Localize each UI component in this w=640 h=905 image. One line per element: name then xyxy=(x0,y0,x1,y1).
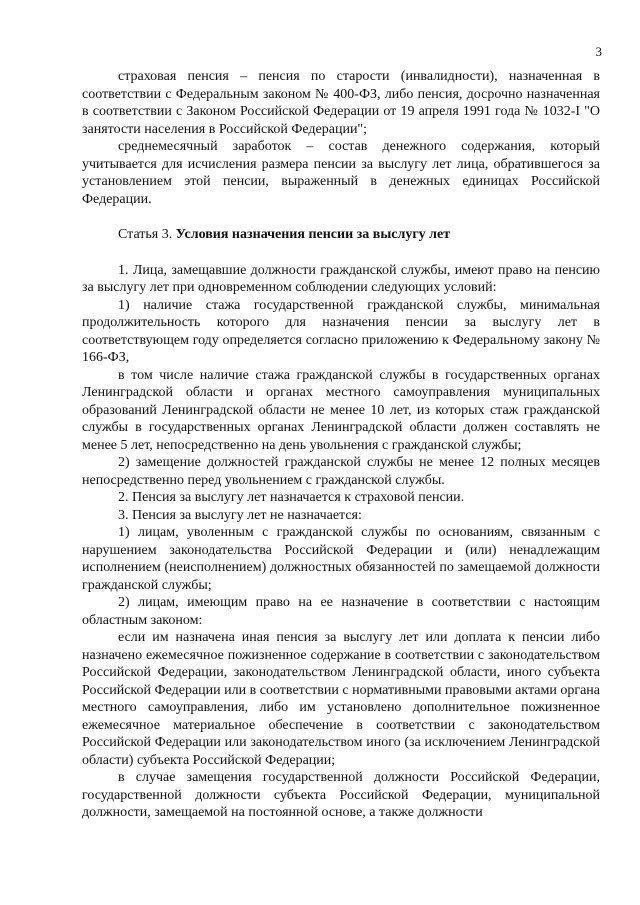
document-body xyxy=(82,68,600,822)
paragraph: в случае замещения государственной должности Российской Федерации, государственной должности субъекта Российской Федерации, муниципальной должности, замещаемой на постоянной основе, а также должности xyxy=(82,770,600,820)
paragraph: 1) лицам, уволенным с гражданской службы по основаниям, связанным с нарушением законодательства Российской Федерации и (или) ненадлежащим исполнением (неисполнением) должностных обязанностей по замещаемой должности гражданской службы; xyxy=(82,525,600,593)
paragraph: если им назначена иная пенсия за выслугу лет или доплата к пенсии либо назначено ежемесячное пожизненное содержание в соответствии с законодательством Российской Федерации, законодательством Ленинградской области, иного субъекта Российской Федерации или в соответствии с нормативными правовыми актами органа местного самоуправления, либо им установлено дополнительное пожизненное ежемесячное материальное обеспечение в соответствии с законодательством Российской Федерации или законодательством иного (за исключением Ленинградской области) субъекта Российской Федерации; xyxy=(82,630,600,768)
paragraph: 2. Пенсия за выслугу лет назначается к страховой пенсии. xyxy=(118,490,465,505)
article-title: Условия назначения пенсии за выслугу лет xyxy=(175,227,451,242)
paragraph: 2) замещение должностей гражданской службы не менее 12 полных месяцев непосредственно перед увольнением с гражданской службы. xyxy=(82,455,600,488)
paragraph: 3. Пенсия за выслугу лет не назначается: xyxy=(118,507,362,523)
paragraph: страховая пенсия – пенсия по старости (инвалидности), назначенная в соответствии с Федеральным законом № 400-ФЗ, либо пенсия, досрочно назначенная в соответствии с Законом Российской Федерации от 19 апреля 1991 года № 1032-I "О занятости населения в Российской Федерации"; xyxy=(82,69,600,137)
paragraph: 1. Лица, замещавшие должности гражданской службы, имеют право на пенсию за выслугу лет при одновременном соблюдении следующих условий: xyxy=(82,262,600,295)
paragraph: в том числе наличие стажа гражданской службы в государственных органах Ленинградской области и органах местного самоуправления муниципальных образований Ленинградской области не менее 10 лет, из которых стаж гражданской службы в государственных органах Ленинградской области должен составлять не менее 5 лет, непосредственно на день увольнения с гражданской службы; xyxy=(82,367,600,453)
article-number: Статья 3. xyxy=(118,227,176,242)
page-number: 3 xyxy=(595,44,602,59)
paragraph: 2) лицам, имеющим право на ее назначение в соответствии с настоящим областным законом: xyxy=(82,595,600,628)
paragraph: среднемесячный заработок – состав денежного содержания, который учитывается для исчисления размера пенсии за выслугу лет лица, обратившегося за установлением этой пенсии, выраженный в денежных единицах Российской Федерации. xyxy=(82,139,600,207)
article-heading xyxy=(82,226,600,244)
paragraph: 1) наличие стажа государственной гражданской службы, минимальная продолжительность которого для назначения пенсии за выслугу лет в соответствующем году определяется согласно приложению к Федеральному закону № 166-ФЗ, xyxy=(82,297,600,365)
